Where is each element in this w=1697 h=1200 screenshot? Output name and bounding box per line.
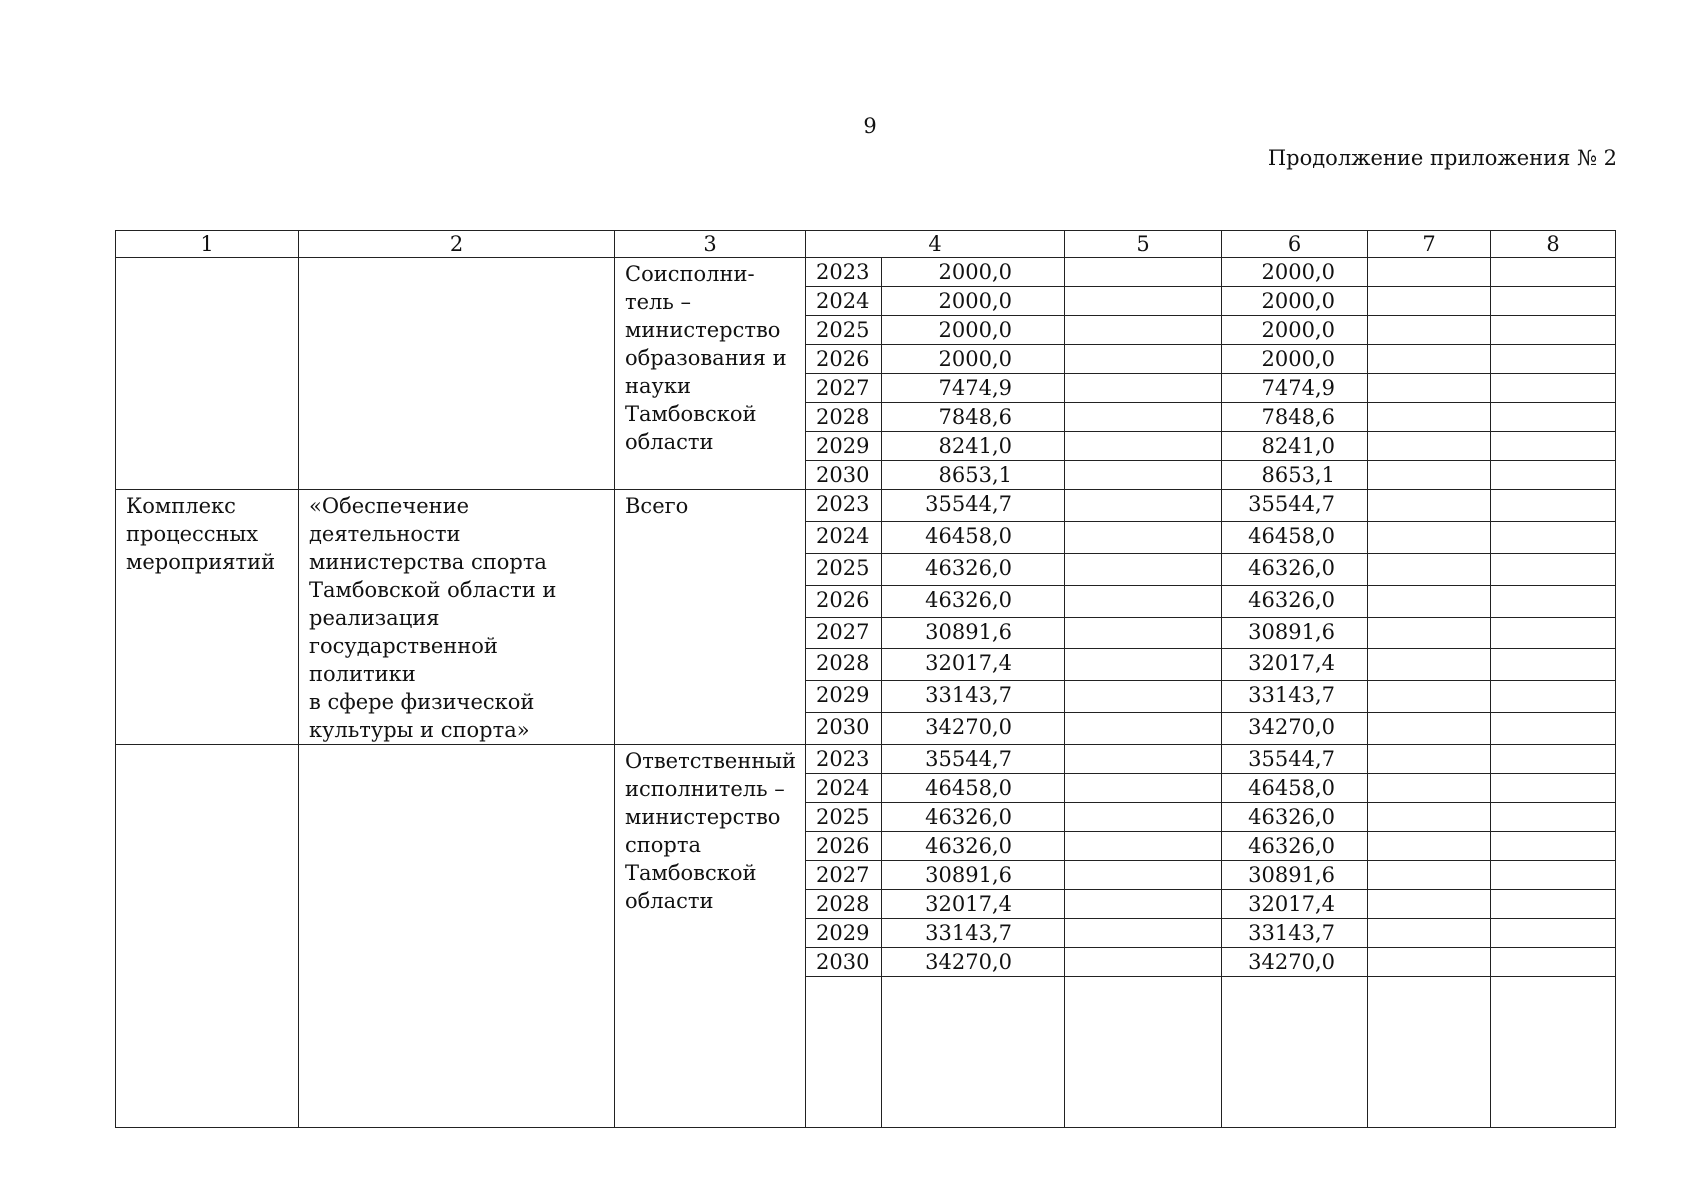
regional-value-cell: 46326,0 (1222, 585, 1368, 617)
other-value-cell (1491, 374, 1616, 403)
federal-value-cell (1065, 432, 1222, 461)
federal-value-cell (1065, 345, 1222, 374)
local-value-cell (1368, 403, 1491, 432)
federal-value-cell (1065, 713, 1222, 745)
empty-cell (1368, 977, 1491, 1128)
appendix-table (115, 230, 1616, 1128)
local-value-cell (1368, 258, 1491, 287)
year-cell: 2028 (806, 649, 882, 681)
header-row (116, 231, 1616, 258)
year-cell: 2025 (806, 553, 882, 585)
year-cell: 2030 (806, 948, 882, 977)
regional-value-cell: 7474,9 (1222, 374, 1368, 403)
local-value-cell (1368, 681, 1491, 713)
regional-value-cell: 46458,0 (1222, 521, 1368, 553)
header-cell: 4 (806, 231, 1065, 258)
year-cell: 2029 (806, 432, 882, 461)
local-value-cell (1368, 713, 1491, 745)
header-cell: 1 (116, 231, 299, 258)
other-value-cell (1491, 745, 1616, 774)
federal-value-cell (1065, 553, 1222, 585)
executor-cell: Всего (615, 490, 806, 745)
continuation-label: Продолжение приложения № 2 (1267, 146, 1617, 170)
year-cell: 2027 (806, 374, 882, 403)
other-value-cell (1491, 681, 1616, 713)
event-type-cell (116, 258, 299, 490)
regional-value-cell: 32017,4 (1222, 890, 1368, 919)
total-value-cell: 8653,1 (882, 461, 1065, 490)
total-value-cell: 32017,4 (882, 649, 1065, 681)
regional-value-cell: 35544,7 (1222, 490, 1368, 522)
year-cell: 2027 (806, 617, 882, 649)
other-value-cell (1491, 553, 1616, 585)
total-value-cell: 2000,0 (882, 345, 1065, 374)
federal-value-cell (1065, 861, 1222, 890)
federal-value-cell (1065, 374, 1222, 403)
empty-cell (806, 977, 882, 1128)
event-name-cell (299, 745, 615, 1128)
regional-value-cell: 32017,4 (1222, 649, 1368, 681)
year-cell: 2026 (806, 832, 882, 861)
year-cell: 2026 (806, 585, 882, 617)
local-value-cell (1368, 832, 1491, 861)
local-value-cell (1368, 803, 1491, 832)
regional-value-cell: 46326,0 (1222, 803, 1368, 832)
regional-value-cell: 46326,0 (1222, 553, 1368, 585)
year-cell: 2028 (806, 403, 882, 432)
regional-value-cell: 33143,7 (1222, 919, 1368, 948)
federal-value-cell (1065, 649, 1222, 681)
event-name-cell: «Обеспечение деятельности министерства спорта Тамбовской области и реализация государственной политики в сфере физической культуры и спорта» (299, 490, 615, 745)
local-value-cell (1368, 345, 1491, 374)
local-value-cell (1368, 948, 1491, 977)
total-value-cell: 34270,0 (882, 713, 1065, 745)
local-value-cell (1368, 316, 1491, 345)
total-value-cell: 46326,0 (882, 832, 1065, 861)
local-value-cell (1368, 861, 1491, 890)
other-value-cell (1491, 287, 1616, 316)
local-value-cell (1368, 585, 1491, 617)
total-value-cell: 46458,0 (882, 774, 1065, 803)
federal-value-cell (1065, 490, 1222, 522)
other-value-cell (1491, 919, 1616, 948)
local-value-cell (1368, 461, 1491, 490)
local-value-cell (1368, 774, 1491, 803)
federal-value-cell (1065, 890, 1222, 919)
empty-cell (1065, 977, 1222, 1128)
regional-value-cell: 46458,0 (1222, 774, 1368, 803)
table-row (116, 745, 1616, 774)
total-value-cell: 46326,0 (882, 803, 1065, 832)
federal-value-cell (1065, 948, 1222, 977)
other-value-cell (1491, 774, 1616, 803)
other-value-cell (1491, 890, 1616, 919)
total-value-cell: 33143,7 (882, 919, 1065, 948)
header-cell: 7 (1368, 231, 1491, 258)
other-value-cell (1491, 585, 1616, 617)
regional-value-cell: 35544,7 (1222, 745, 1368, 774)
federal-value-cell (1065, 919, 1222, 948)
federal-value-cell (1065, 803, 1222, 832)
total-value-cell: 7474,9 (882, 374, 1065, 403)
header-cell: 5 (1065, 231, 1222, 258)
executor-cell: Ответственный исполнитель – министерство спорта Тамбовской области (615, 745, 806, 1128)
other-value-cell (1491, 713, 1616, 745)
total-value-cell: 35544,7 (882, 490, 1065, 522)
total-value-cell: 46326,0 (882, 585, 1065, 617)
local-value-cell (1368, 890, 1491, 919)
page-number: 9 (863, 114, 877, 138)
header-cell: 6 (1222, 231, 1368, 258)
regional-value-cell: 2000,0 (1222, 316, 1368, 345)
total-value-cell: 2000,0 (882, 258, 1065, 287)
other-value-cell (1491, 316, 1616, 345)
local-value-cell (1368, 745, 1491, 774)
empty-cell (1222, 977, 1368, 1128)
other-value-cell (1491, 490, 1616, 522)
year-cell: 2028 (806, 890, 882, 919)
total-value-cell: 30891,6 (882, 861, 1065, 890)
local-value-cell (1368, 617, 1491, 649)
year-cell: 2023 (806, 745, 882, 774)
header-cell: 3 (615, 231, 806, 258)
local-value-cell (1368, 553, 1491, 585)
year-cell: 2026 (806, 345, 882, 374)
other-value-cell (1491, 345, 1616, 374)
local-value-cell (1368, 919, 1491, 948)
federal-value-cell (1065, 461, 1222, 490)
regional-value-cell: 2000,0 (1222, 287, 1368, 316)
local-value-cell (1368, 287, 1491, 316)
regional-value-cell: 30891,6 (1222, 617, 1368, 649)
total-value-cell: 2000,0 (882, 287, 1065, 316)
year-cell: 2024 (806, 287, 882, 316)
federal-value-cell (1065, 774, 1222, 803)
table-row (116, 258, 1616, 287)
federal-value-cell (1065, 681, 1222, 713)
other-value-cell (1491, 861, 1616, 890)
total-value-cell: 32017,4 (882, 890, 1065, 919)
federal-value-cell (1065, 745, 1222, 774)
federal-value-cell (1065, 287, 1222, 316)
other-value-cell (1491, 803, 1616, 832)
other-value-cell (1491, 461, 1616, 490)
local-value-cell (1368, 521, 1491, 553)
total-value-cell: 7848,6 (882, 403, 1065, 432)
regional-value-cell: 2000,0 (1222, 345, 1368, 374)
year-cell: 2023 (806, 258, 882, 287)
local-value-cell (1368, 649, 1491, 681)
local-value-cell (1368, 432, 1491, 461)
other-value-cell (1491, 258, 1616, 287)
event-name-cell (299, 258, 615, 490)
other-value-cell (1491, 403, 1616, 432)
other-value-cell (1491, 649, 1616, 681)
federal-value-cell (1065, 585, 1222, 617)
year-cell: 2027 (806, 861, 882, 890)
regional-value-cell: 34270,0 (1222, 948, 1368, 977)
total-value-cell: 46326,0 (882, 553, 1065, 585)
regional-value-cell: 34270,0 (1222, 713, 1368, 745)
other-value-cell (1491, 948, 1616, 977)
total-value-cell: 46458,0 (882, 521, 1065, 553)
total-value-cell: 33143,7 (882, 681, 1065, 713)
total-value-cell: 35544,7 (882, 745, 1065, 774)
regional-value-cell: 46326,0 (1222, 832, 1368, 861)
regional-value-cell: 2000,0 (1222, 258, 1368, 287)
year-cell: 2024 (806, 521, 882, 553)
year-cell: 2030 (806, 461, 882, 490)
other-value-cell (1491, 617, 1616, 649)
other-value-cell (1491, 832, 1616, 861)
regional-value-cell: 33143,7 (1222, 681, 1368, 713)
total-value-cell: 34270,0 (882, 948, 1065, 977)
executor-cell: Соисполни- тель – министерство образования и науки Тамбовской области (615, 258, 806, 490)
empty-cell (882, 977, 1065, 1128)
federal-value-cell (1065, 258, 1222, 287)
header-cell: 2 (299, 231, 615, 258)
event-type-cell (116, 745, 299, 1128)
year-cell: 2030 (806, 713, 882, 745)
year-cell: 2029 (806, 681, 882, 713)
total-value-cell: 2000,0 (882, 316, 1065, 345)
year-cell: 2025 (806, 316, 882, 345)
empty-cell (1491, 977, 1616, 1128)
event-type-cell: Комплекс процессных мероприятий (116, 490, 299, 745)
year-cell: 2025 (806, 803, 882, 832)
federal-value-cell (1065, 832, 1222, 861)
local-value-cell (1368, 490, 1491, 522)
regional-value-cell: 7848,6 (1222, 403, 1368, 432)
other-value-cell (1491, 521, 1616, 553)
federal-value-cell (1065, 617, 1222, 649)
regional-value-cell: 8653,1 (1222, 461, 1368, 490)
year-cell: 2024 (806, 774, 882, 803)
federal-value-cell (1065, 316, 1222, 345)
header-cell: 8 (1491, 231, 1616, 258)
total-value-cell: 8241,0 (882, 432, 1065, 461)
regional-value-cell: 30891,6 (1222, 861, 1368, 890)
local-value-cell (1368, 374, 1491, 403)
federal-value-cell (1065, 521, 1222, 553)
year-cell: 2023 (806, 490, 882, 522)
table-row (116, 490, 1616, 522)
year-cell: 2029 (806, 919, 882, 948)
regional-value-cell: 8241,0 (1222, 432, 1368, 461)
other-value-cell (1491, 432, 1616, 461)
total-value-cell: 30891,6 (882, 617, 1065, 649)
federal-value-cell (1065, 403, 1222, 432)
